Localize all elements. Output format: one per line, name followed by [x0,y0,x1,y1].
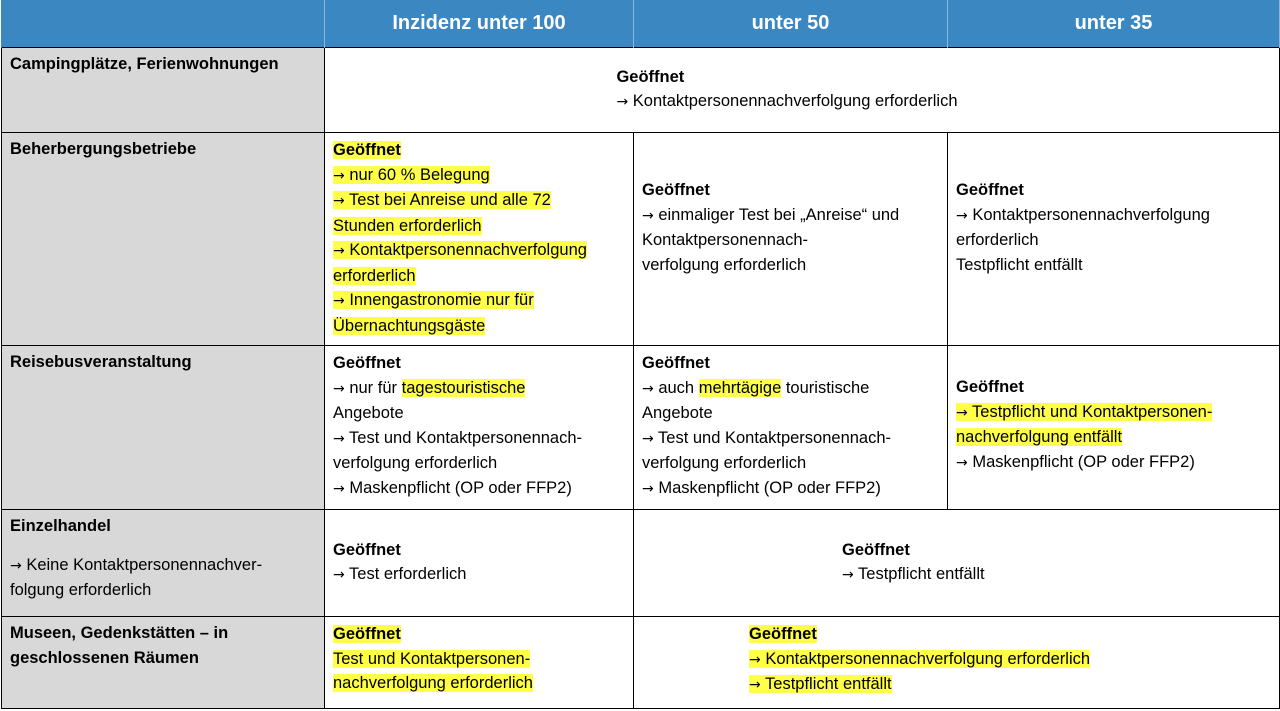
cell-einzelhandel-50-35 [634,510,1280,617]
row-label-camping: Campingplätze, Ferienwohnungen [2,48,325,133]
row-einzelhandel [2,510,1280,617]
cell-museen-50-35 [634,617,1280,709]
cell-text: → Innengastronomie nur für [333,291,534,309]
arrow-right-icon: → [956,404,968,421]
cell-text: verfolgung erforderlich [333,454,498,472]
arrow-right-icon: → [749,677,761,693]
cell-text: verfolgung erforderlich [642,454,807,472]
status-open: Geöffnet [642,354,710,372]
header-corner [2,0,325,48]
status-open: Geöffnet [333,625,401,643]
cell-reisebus-50 [634,346,948,510]
arrow-right-icon: → [10,557,22,574]
cell-text: → Test bei Anreise und alle 72 [333,191,551,209]
row-museen [2,617,1280,709]
cell-text: → Kontaktpersonennachverfolgung erforderlich [616,92,958,110]
incidence-rules-table [1,0,1280,709]
cell-text: Angebote [333,404,404,422]
cell-text: → Kontaktpersonennachverfolgung erforderlich [749,649,1091,668]
status-open: Geöffnet [642,181,710,199]
status-open: Geöffnet [333,540,401,559]
arrow-right-icon: → [956,454,968,471]
row-label-beherbergung: Beherbergungsbetriebe [2,133,325,346]
cell-text: → Test und Kontaktpersonennach- [642,428,892,447]
cell-text: → Maskenpflicht (OP oder FFP2) [956,452,1195,471]
cell-einzelhandel-100 [325,510,634,617]
cell-text: → nur für tagestouristische [333,378,526,397]
cell-beherbergung-50 [634,133,948,346]
header-row [2,0,1280,48]
highlight-text: tagestouristische [401,378,526,397]
cell-beherbergung-35 [948,133,1280,346]
cell-text: → Test erforderlich [333,565,467,583]
row-label-museen: Museen, Gedenkstätten – in geschlossenen Räumen [2,617,325,709]
cell-text: Test und Kontaktpersonen- [333,649,531,668]
arrow-right-icon: → [333,430,345,447]
cell-text: nachverfolgung erforderlich [333,674,533,692]
arrow-right-icon: → [333,567,345,583]
cell-text: → Test und Kontaktpersonennach- [333,428,583,447]
arrow-right-icon: → [749,651,761,668]
status-open: Geöffnet [333,354,401,372]
row-reisebus [2,346,1280,510]
cell-text: → Kontaktpersonennachverfolgung [956,205,1210,224]
arrow-right-icon: → [333,193,345,209]
header-incidence-50: unter 50 [634,0,948,48]
cell-text: → einmaliger Test bei „Anreise“ und [642,205,900,224]
arrow-right-icon: → [333,380,345,397]
cell-museen-100 [325,617,634,709]
cell-reisebus-35 [948,346,1280,510]
status-open: Geöffnet [956,181,1024,199]
cell-text: → nur 60 % Belegung [333,165,490,184]
cell-text: → Testpflicht entfällt [842,565,985,583]
highlight-text: mehrtägige [698,378,782,397]
cell-text: verfolgung erforderlich [642,255,807,274]
arrow-right-icon: → [616,94,629,110]
cell-text: → Maskenpflicht (OP oder FFP2) [642,478,881,497]
status-open: Geöffnet [842,540,910,559]
arrow-right-icon: → [333,480,345,497]
cell-text: erforderlich [333,266,416,285]
arrow-right-icon: → [642,380,654,397]
arrow-right-icon: → [642,480,654,497]
cell-text: Testpflicht entfällt [956,255,1083,274]
cell-reisebus-100 [325,346,634,510]
row-label-einzelhandel [2,510,325,617]
row-note: → Keine Kontaktpersonennachver- folgung erforderlich [10,555,263,599]
arrow-right-icon: → [642,207,654,224]
arrow-right-icon: → [333,293,345,309]
cell-text: → Testpflicht entfällt [749,675,892,693]
cell-text: nachverfolgung entfällt [956,428,1123,446]
cell-text: Kontaktpersonennach- [642,231,809,249]
arrow-right-icon: → [842,567,854,583]
row-label-reisebus: Reisebusveranstaltung [2,346,325,510]
header-incidence-100: Inzidenz unter 100 [325,0,634,48]
cell-beherbergung-100 [325,133,634,346]
arrow-right-icon: → [956,207,968,224]
status-open: Geöffnet [749,625,817,643]
cell-text: → auch mehrtägige touristische [642,378,870,397]
status-open: Geöffnet [333,141,401,159]
status-open: Geöffnet [956,378,1024,396]
cell-text: → Maskenpflicht (OP oder FFP2) [333,478,572,497]
header-incidence-35: unter 35 [948,0,1280,48]
arrow-right-icon: → [642,430,654,447]
cell-text: → Kontaktpersonennachverfolgung [333,241,587,259]
arrow-right-icon: → [333,243,345,259]
cell-text: Stunden erforderlich [333,216,482,235]
cell-camping-all [325,48,1280,133]
row-camping [2,48,1280,133]
cell-text: Übernachtungsgäste [333,316,486,335]
arrow-right-icon: → [333,167,345,184]
status-open: Geöffnet [616,67,685,86]
cell-text: Angebote [642,404,713,422]
cell-text: → Testpflicht und Kontaktpersonen- [956,402,1213,421]
row-label-text: Einzelhandel [10,517,111,535]
row-beherbergung [2,133,1280,346]
cell-text: erforderlich [956,231,1039,249]
